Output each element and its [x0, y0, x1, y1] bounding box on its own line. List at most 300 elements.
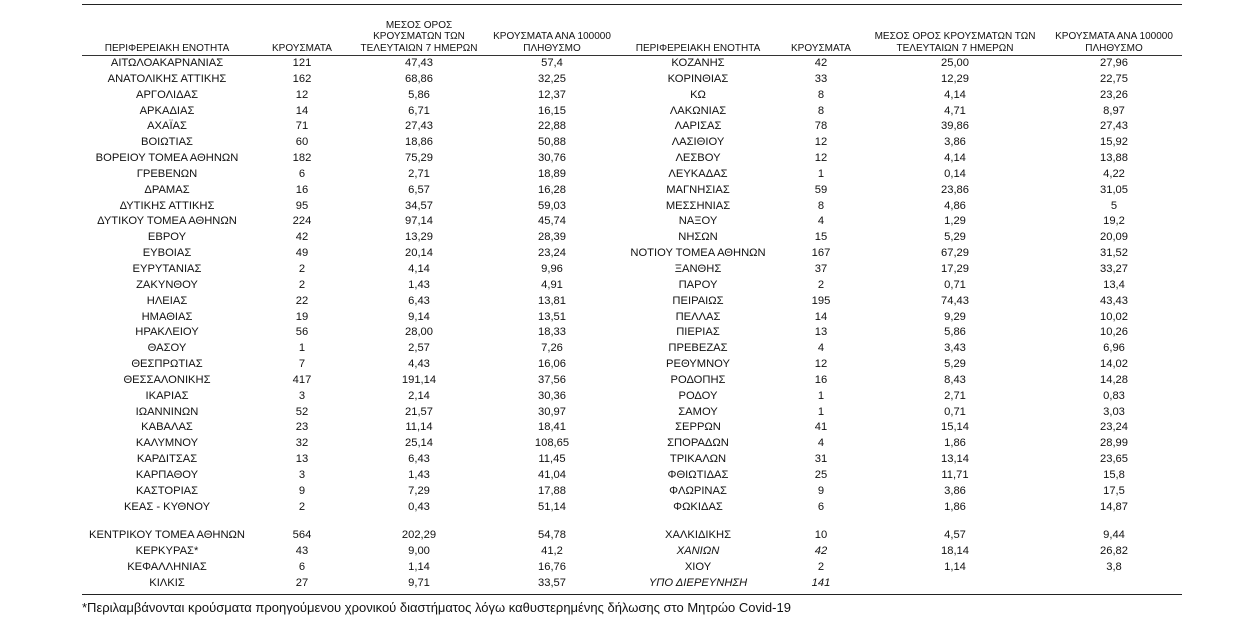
- per-100k-value: 45,74: [538, 215, 566, 228]
- region-name: ΗΛΕΙΑΣ: [146, 294, 188, 307]
- region-name: ΛΑΚΩΝΙΑΣ: [669, 104, 727, 117]
- avg-7day-value: 4,57: [944, 529, 966, 542]
- region-name: ΚΕΝΤΡΙΚΟΥ ΤΟΜΕΑ ΑΘΗΝΩΝ: [88, 529, 245, 542]
- cases-value: 3: [298, 389, 306, 402]
- per-100k-value: 4,91: [541, 278, 563, 291]
- per-100k-value: 15,8: [1103, 468, 1125, 481]
- region-name: ΙΩΑΝΝΙΝΩΝ: [135, 405, 199, 418]
- avg-7day-value: 9,29: [944, 310, 966, 323]
- avg-7day-value: 4,43: [408, 358, 430, 371]
- per-100k-value: [1046, 515, 1182, 528]
- avg-7day-value: 1,86: [944, 437, 966, 450]
- region-name: ΦΘΙΩΤΙΔΑΣ: [667, 468, 729, 481]
- avg-7day-value: 2,14: [408, 389, 430, 402]
- per-100k-value: 26,82: [1100, 545, 1128, 558]
- per-100k-value: 19,2: [1103, 215, 1125, 228]
- cases-value: 60: [295, 136, 309, 149]
- table-row: [82, 452, 1182, 468]
- region-name: ΝΑΞΟΥ: [678, 215, 718, 228]
- cases-value: 43: [295, 545, 309, 558]
- cases-value: 78: [814, 120, 828, 133]
- avg-7day-value: 202,29: [401, 529, 437, 542]
- avg-7day-value: 18,86: [405, 136, 433, 149]
- avg-7day-value: 191,14: [401, 373, 437, 386]
- cases-value: 31: [814, 453, 828, 466]
- region-name: ΗΜΑΘΙΑΣ: [141, 310, 193, 323]
- region-name: ΑΡΓΟΛΙΔΑΣ: [135, 88, 199, 101]
- cases-value: 16: [295, 183, 309, 196]
- avg-7day-value: 11,14: [405, 421, 433, 434]
- cases-value: 19: [295, 310, 309, 323]
- per-100k-value: 16,76: [538, 561, 566, 574]
- avg-7day-value: 5,29: [944, 231, 966, 244]
- region-name: ΑΝΑΤΟΛΙΚΗΣ ΑΤΤΙΚΗΣ: [107, 72, 227, 85]
- per-100k-value: 27,43: [1100, 120, 1128, 133]
- cases-value: [778, 515, 864, 528]
- avg-7day-value: 1,29: [944, 215, 966, 228]
- region-name: ΞΑΝΘΗΣ: [674, 262, 722, 275]
- per-100k-value: 6,96: [1103, 342, 1125, 355]
- table-row: [82, 576, 1182, 592]
- avg-7day-value: 2,57: [408, 342, 430, 355]
- per-100k-value: 17,88: [538, 484, 566, 497]
- cases-value: 1: [817, 167, 825, 180]
- avg-7day-value: 6,57: [408, 183, 430, 196]
- per-100k-value: 14,28: [1100, 373, 1128, 386]
- table-row: [82, 484, 1182, 500]
- region-name: ΑΧΑΪΑΣ: [147, 120, 187, 133]
- table-row: [82, 389, 1182, 405]
- per-100k-value: 23,24: [538, 247, 566, 260]
- per-100k-value: 31,52: [1100, 247, 1128, 260]
- cases-value: 1: [817, 389, 825, 402]
- header-7day-avg: ΜΕΣΟΣ ΟΡΟΣ ΚΡΟΥΣΜΑΤΩΝ ΤΩΝ ΤΕΛΕΥΤΑΙΩΝ 7 ΗΜΕΡΩΝ: [360, 19, 478, 54]
- region-name: ΕΥΒΟΙΑΣ: [142, 247, 192, 260]
- cases-value: 2: [817, 561, 825, 574]
- region-name: ΦΛΩΡΙΝΑΣ: [669, 484, 727, 497]
- cases-value: 4: [817, 215, 825, 228]
- region-name: ΚΑΒΑΛΑΣ: [141, 421, 193, 434]
- region-name: ΘΕΣΣΑΛΟΝΙΚΗΣ: [123, 373, 211, 386]
- cases-value: 8: [817, 104, 825, 117]
- per-100k-value: 50,88: [538, 136, 566, 149]
- header-region: ΠΕΡΙΦΕΡΕΙΑΚΗ ΕΝΟΤΗΤΑ: [635, 42, 761, 54]
- table-row: [82, 420, 1182, 436]
- avg-7day-value: 11,71: [941, 468, 969, 481]
- region-name: ΚΕΦΑΛΛΗΝΙΑΣ: [127, 561, 207, 574]
- header-per-100k: ΚΡΟΥΣΜΑΤΑ ΑΝΑ 100000 ΠΛΗΘΥΣΜΟ: [493, 31, 611, 54]
- region-name: ΚΑΛΥΜΝΟΥ: [135, 437, 199, 450]
- cases-table: [82, 14, 1182, 592]
- region-name: ΔΥΤΙΚΟΥ ΤΟΜΕΑ ΑΘΗΝΩΝ: [97, 215, 237, 228]
- per-100k-value: 20,09: [1100, 231, 1128, 244]
- region-name: ΝΗΣΩΝ: [678, 231, 718, 244]
- avg-7day-value: 13,29: [405, 231, 433, 244]
- region-name: ΕΥΡΥΤΑΝΙΑΣ: [132, 262, 202, 275]
- cases-value: 162: [292, 72, 312, 85]
- region-name: ΛΑΡΙΣΑΣ: [674, 120, 722, 133]
- region-name: ΠΕΙΡΑΙΩΣ: [672, 294, 724, 307]
- cases-value: 121: [292, 57, 312, 69]
- per-100k-value: 3,03: [1103, 405, 1125, 418]
- avg-7day-value: 1,43: [408, 468, 430, 481]
- region-name: ΚΕΡΚΥΡΑΣ*: [135, 545, 199, 558]
- table-row: [82, 72, 1182, 88]
- region-name: ΤΡΙΚΑΛΩΝ: [669, 453, 727, 466]
- avg-7day-value: [864, 576, 1046, 592]
- table-row: [82, 528, 1182, 544]
- region-name: ΦΩΚΙΔΑΣ: [673, 500, 723, 513]
- cases-value: 224: [292, 215, 312, 228]
- cases-value: 9: [817, 484, 825, 497]
- cases-value: 2: [298, 262, 306, 275]
- avg-7day-value: 68,86: [405, 72, 433, 85]
- cases-value: 33: [814, 72, 828, 85]
- avg-7day-value: 0,71: [944, 405, 966, 418]
- cases-value: 49: [295, 247, 309, 260]
- per-100k-value: 43,43: [1100, 294, 1128, 307]
- per-100k-value: 28,39: [538, 231, 566, 244]
- per-100k-value: 22,75: [1100, 72, 1128, 85]
- cases-value: 42: [814, 57, 828, 69]
- cases-value: 59: [814, 183, 828, 196]
- cases-value: 37: [814, 262, 828, 275]
- avg-7day-value: 15,14: [941, 421, 969, 434]
- table-row: [82, 199, 1182, 215]
- region-name: ΡΟΔΟΥ: [678, 389, 718, 402]
- cases-value: 564: [292, 529, 312, 542]
- region-name: ΚΕΑΣ - ΚΥΘΝΟΥ: [123, 500, 211, 513]
- cases-value: 16: [814, 373, 828, 386]
- region-name: ΚΩ: [690, 88, 706, 101]
- avg-7day-value: 1,14: [944, 561, 966, 574]
- table-row: [82, 500, 1182, 516]
- region-name: ΣΕΡΡΩΝ: [675, 421, 721, 434]
- avg-7day-value: 1,14: [408, 561, 430, 574]
- cases-value: 23: [295, 421, 309, 434]
- region-name: ΜΕΣΣΗΝΙΑΣ: [665, 199, 731, 212]
- cases-value: 182: [292, 152, 312, 165]
- cases-value: 2: [298, 278, 306, 291]
- avg-7day-value: 4,14: [944, 88, 966, 101]
- avg-7day-value: 7,29: [408, 484, 430, 497]
- table-row: [82, 357, 1182, 373]
- region-name: ΑΡΚΑΔΙΑΣ: [139, 104, 195, 117]
- table-row: [82, 56, 1182, 72]
- region-name: ΧΑΛΚΙΔΙΚΗΣ: [664, 529, 731, 542]
- avg-7day-value: 6,43: [408, 294, 430, 307]
- avg-7day-value: 39,86: [941, 120, 969, 133]
- avg-7day-value: 4,14: [944, 152, 966, 165]
- cases-value: 12: [295, 88, 309, 101]
- cases-value: 167: [811, 247, 831, 260]
- avg-7day-value: 5,86: [408, 88, 430, 101]
- avg-7day-value: 4,14: [408, 262, 430, 275]
- per-100k-value: 0,83: [1103, 389, 1125, 402]
- cases-value: 417: [292, 373, 312, 386]
- per-100k-value: 30,97: [538, 405, 566, 418]
- per-100k-value: 23,26: [1100, 88, 1128, 101]
- cases-value: 52: [295, 405, 309, 418]
- avg-7day-value: 6,71: [408, 104, 430, 117]
- avg-7day-value: 4,71: [944, 104, 966, 117]
- cases-value: 12: [814, 136, 828, 149]
- cases-value: 14: [295, 104, 309, 117]
- region-name: ΣΠΟΡΑΔΩΝ: [667, 437, 729, 450]
- cases-value: 4: [817, 342, 825, 355]
- cases-value: 71: [295, 120, 309, 133]
- avg-7day-value: 28,00: [405, 326, 433, 339]
- cases-value: 15: [814, 231, 828, 244]
- per-100k-value: 41,2: [541, 545, 563, 558]
- cases-value: 195: [811, 294, 831, 307]
- per-100k-value: 37,56: [538, 373, 566, 386]
- per-100k-value: 13,88: [1100, 152, 1128, 165]
- table-row: [82, 325, 1182, 341]
- table-row: [82, 278, 1182, 294]
- per-100k-value: 27,96: [1100, 57, 1128, 69]
- per-100k-value: 16,28: [538, 183, 566, 196]
- region-name: ΓΡΕΒΕΝΩΝ: [136, 167, 198, 180]
- header-cases: ΚΡΟΥΣΜΑΤΑ: [791, 42, 851, 54]
- per-100k-value: 41,04: [538, 468, 566, 481]
- per-100k-value: 57,4: [541, 57, 563, 69]
- cases-value: 6: [298, 167, 306, 180]
- avg-7day-value: 5,29: [944, 358, 966, 371]
- avg-7day-value: 27,43: [405, 120, 433, 133]
- region-name: ΑΙΤΩΛΟΑΚΑΡΝΑΝΙΑΣ: [110, 57, 224, 69]
- avg-7day-value: 3,43: [944, 342, 966, 355]
- avg-7day-value: 0,43: [408, 500, 430, 513]
- per-100k-value: 14,87: [1100, 500, 1128, 513]
- table-row: [82, 88, 1182, 104]
- cases-value: 9: [298, 484, 306, 497]
- per-100k-value: 33,27: [1100, 262, 1128, 275]
- region-name: ΒΟΙΩΤΙΑΣ: [141, 136, 193, 149]
- table-row: [82, 183, 1182, 199]
- region-name: [82, 515, 252, 528]
- per-100k-value: 9,44: [1103, 529, 1125, 542]
- avg-7day-value: 67,29: [941, 247, 969, 260]
- avg-7day-value: 75,29: [405, 152, 433, 165]
- header-7day-avg: ΜΕΣΟΣ ΟΡΟΣ ΚΡΟΥΣΜΑΤΩΝ ΤΩΝ ΤΕΛΕΥΤΑΙΩΝ 7 ΗΜΕΡΩΝ: [874, 31, 1036, 54]
- per-100k-value: 18,41: [538, 421, 566, 434]
- per-100k-value: 18,89: [538, 167, 566, 180]
- per-100k-value: [1046, 576, 1182, 592]
- per-100k-value: 5: [1110, 199, 1118, 212]
- header-per-100k: ΚΡΟΥΣΜΑΤΑ ΑΝΑ 100000 ΠΛΗΘΥΣΜΟ: [1055, 31, 1173, 54]
- cases-value: 1: [817, 405, 825, 418]
- avg-7day-value: 23,86: [941, 183, 969, 196]
- per-100k-value: 28,99: [1100, 437, 1128, 450]
- avg-7day-value: 21,57: [405, 405, 433, 418]
- cases-value: 2: [298, 500, 306, 513]
- avg-7day-value: 47,43: [405, 57, 433, 69]
- table-row: [82, 436, 1182, 452]
- footnote: *Περιλαμβάνονται κρούσματα προηγούμενου χρονικού διαστήματος λόγω καθυστερημένης δήλωσης στο Μητρώο Covid-19: [82, 600, 791, 615]
- region-name: ΔΥΤΙΚΗΣ ΑΤΤΙΚΗΣ: [119, 199, 215, 212]
- cases-value: 3: [298, 468, 306, 481]
- avg-7day-value: 9,71: [408, 577, 430, 589]
- per-100k-value: 4,22: [1103, 167, 1125, 180]
- table-row: [82, 119, 1182, 135]
- per-100k-value: 13,4: [1103, 278, 1125, 291]
- per-100k-value: 16,15: [538, 104, 566, 117]
- cases-value: 42: [295, 231, 309, 244]
- avg-7day-value: 5,86: [944, 326, 966, 339]
- avg-7day-value: 25,14: [405, 437, 433, 450]
- per-100k-value: 59,03: [538, 199, 566, 212]
- region-name: ΧΑΝΙΩΝ: [676, 545, 720, 558]
- per-100k-value: 7,26: [541, 342, 563, 355]
- table-row: [82, 373, 1182, 389]
- avg-7day-value: 3,86: [944, 484, 966, 497]
- per-100k-value: 14,02: [1100, 358, 1128, 371]
- region-name: ΣΑΜΟΥ: [678, 405, 718, 418]
- avg-7day-value: 6,43: [408, 453, 430, 466]
- avg-7day-value: 20,14: [405, 247, 433, 260]
- avg-7day-value: [352, 515, 486, 528]
- bottom-rule: [82, 594, 1182, 595]
- region-name: ΕΒΡΟΥ: [147, 231, 187, 244]
- table-row: [82, 560, 1182, 576]
- cases-value: 6: [817, 500, 825, 513]
- cases-value: 13: [295, 453, 309, 466]
- avg-7day-value: 0,71: [944, 278, 966, 291]
- per-100k-value: 10,26: [1100, 326, 1128, 339]
- per-100k-value: 51,14: [538, 500, 566, 513]
- cases-value: 25: [814, 468, 828, 481]
- avg-7day-value: 4,86: [944, 199, 966, 212]
- region-name: ΛΕΣΒΟΥ: [675, 152, 721, 165]
- region-name: ΡΟΔΟΠΗΣ: [670, 373, 726, 386]
- per-100k-value: 11,45: [538, 453, 566, 466]
- cases-value: 32: [295, 437, 309, 450]
- table-row: [82, 246, 1182, 262]
- per-100k-value: 23,24: [1100, 421, 1128, 434]
- region-name: ΔΡΑΜΑΣ: [144, 183, 190, 196]
- per-100k-value: 13,51: [538, 310, 566, 323]
- header-region: ΠΕΡΙΦΕΡΕΙΑΚΗ ΕΝΟΤΗΤΑ: [104, 42, 230, 54]
- cases-value: 12: [814, 358, 828, 371]
- region-name: ΧΙΟΥ: [684, 561, 712, 574]
- per-100k-value: 9,96: [541, 262, 563, 275]
- region-name: ΚΑΣΤΟΡΙΑΣ: [135, 484, 199, 497]
- avg-7day-value: 0,14: [944, 167, 966, 180]
- avg-7day-value: 74,43: [941, 294, 969, 307]
- cases-value: 7: [298, 358, 306, 371]
- per-100k-value: 33,57: [538, 577, 566, 589]
- region-name: ΛΕΥΚΑΔΑΣ: [668, 167, 728, 180]
- avg-7day-value: 2,71: [408, 167, 430, 180]
- region-name: ΡΕΘΥΜΝΟΥ: [666, 358, 730, 371]
- per-100k-value: 15,92: [1100, 136, 1128, 149]
- cases-value: 8: [817, 88, 825, 101]
- region-name: ΠΕΛΛΑΣ: [675, 310, 721, 323]
- per-100k-value: 23,65: [1100, 453, 1128, 466]
- avg-7day-value: 9,14: [408, 310, 430, 323]
- per-100k-value: 32,25: [538, 72, 566, 85]
- cases-value: 95: [295, 199, 309, 212]
- per-100k-value: 17,5: [1103, 484, 1125, 497]
- top-rule: [82, 4, 1182, 5]
- region-name: ΥΠΟ ΔΙΕΡΕΥΝΗΣΗ: [648, 577, 748, 589]
- cases-value: 10: [814, 529, 828, 542]
- table-header-row: [82, 14, 1182, 56]
- table-row: [82, 341, 1182, 357]
- avg-7day-value: 13,14: [941, 453, 969, 466]
- avg-7day-value: 25,00: [941, 57, 969, 69]
- per-100k-value: 22,88: [538, 120, 566, 133]
- per-100k-value: 13,81: [538, 294, 566, 307]
- table-row: [82, 214, 1182, 230]
- region-name: ΖΑΚΥΝΘΟΥ: [136, 278, 198, 291]
- table-row: [82, 262, 1182, 278]
- region-name: ΙΚΑΡΙΑΣ: [145, 389, 189, 402]
- cases-value: 22: [295, 294, 309, 307]
- cases-value: 14: [814, 310, 828, 323]
- table-row: [82, 515, 1182, 528]
- cases-value: 41: [814, 421, 828, 434]
- cases-value: 8: [817, 199, 825, 212]
- region-name: ΚΙΛΚΙΣ: [149, 577, 185, 589]
- avg-7day-value: 2,71: [944, 389, 966, 402]
- region-name: ΚΑΡΔΙΤΣΑΣ: [136, 453, 198, 466]
- cases-value: 56: [295, 326, 309, 339]
- avg-7day-value: 17,29: [941, 262, 969, 275]
- avg-7day-value: 9,00: [408, 545, 430, 558]
- avg-7day-value: 3,86: [944, 136, 966, 149]
- region-name: ΜΑΓΝΗΣΙΑΣ: [666, 183, 730, 196]
- header-cases: ΚΡΟΥΣΜΑΤΑ: [272, 42, 332, 54]
- cases-value: 6: [298, 561, 306, 574]
- per-100k-value: 3,8: [1106, 561, 1122, 574]
- avg-7day-value: 18,14: [941, 545, 969, 558]
- region-name: ΘΕΣΠΡΩΤΙΑΣ: [131, 358, 203, 371]
- table-row: [82, 151, 1182, 167]
- per-100k-value: 12,37: [538, 88, 566, 101]
- region-name: ΠΙΕΡΙΑΣ: [676, 326, 720, 339]
- per-100k-value: 31,05: [1100, 183, 1128, 196]
- region-name: ΛΑΣΙΘΙΟΥ: [671, 136, 725, 149]
- region-name: ΠΡΕΒΕΖΑΣ: [668, 342, 728, 355]
- table-row: [82, 294, 1182, 310]
- cases-value: 27: [295, 577, 309, 589]
- region-name: ΘΑΣΟΥ: [147, 342, 187, 355]
- region-name: ΗΡΑΚΛΕΙΟΥ: [135, 326, 199, 339]
- per-100k-value: 108,65: [534, 437, 570, 450]
- avg-7day-value: 1,43: [408, 278, 430, 291]
- region-name: ΚΟΖΑΝΗΣ: [671, 57, 725, 69]
- region-name: ΝΟΤΙΟΥ ΤΟΜΕΑ ΑΘΗΝΩΝ: [630, 247, 766, 260]
- per-100k-value: [486, 515, 618, 528]
- table-row: [82, 104, 1182, 120]
- avg-7day-value: [864, 515, 1046, 528]
- table-row: [82, 167, 1182, 183]
- cases-value: 42: [814, 545, 828, 558]
- per-100k-value: 10,02: [1100, 310, 1128, 323]
- region-name: ΚΟΡΙΝΘΙΑΣ: [667, 72, 729, 85]
- avg-7day-value: 34,57: [405, 199, 433, 212]
- region-name: ΠΑΡΟΥ: [678, 278, 718, 291]
- cases-value: [252, 515, 352, 528]
- region-name: ΒΟΡΕΙΟΥ ΤΟΜΕΑ ΑΘΗΝΩΝ: [95, 152, 239, 165]
- table-row: [82, 310, 1182, 326]
- per-100k-value: 30,76: [538, 152, 566, 165]
- per-100k-value: 18,33: [538, 326, 566, 339]
- region-name: ΚΑΡΠΑΘΟΥ: [135, 468, 199, 481]
- per-100k-value: 54,78: [538, 529, 566, 542]
